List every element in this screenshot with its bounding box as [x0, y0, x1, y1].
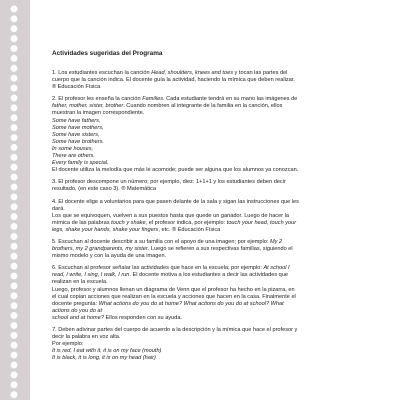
activity-list — [52, 70, 374, 362]
text-line — [52, 186, 374, 193]
italic-text: Some have brothers. — [52, 138, 104, 145]
text-segment: . El docente motiva a los estudiantes a decir las actividades que — [129, 272, 289, 279]
italic-text: Head, shoulders, knees and toes — [151, 70, 233, 76]
text-line — [52, 355, 374, 362]
activity-3 — [52, 179, 374, 193]
text-line — [52, 77, 374, 84]
text-segment: 5. Escuchan al docente describir a su familia con el apoyo de una imagen; por ejemplo: — [52, 238, 270, 245]
text-line — [52, 118, 374, 125]
text-segment: 3. El profesor descompone un número; por ejemplo, diez: 1+1+1 y los estudiantes deben decir — [52, 179, 286, 186]
text-line — [52, 227, 374, 234]
italic-text: actions do you do at — [52, 307, 103, 314]
italic-text: legs, shake your hands, shake your fingers — [52, 226, 159, 233]
italic-text: read, I write, I sing, I walk, I run — [52, 272, 130, 279]
italic-text: At school I — [263, 265, 290, 272]
text-segment: . Cada estudiante tendrá en su mano las imágenes de — [163, 96, 298, 103]
text-line — [52, 84, 374, 91]
text-line — [52, 110, 374, 117]
page-title: Actividades sugeridas del Programa — [52, 50, 163, 57]
text-line — [52, 253, 374, 260]
italic-text: Every family is special. — [52, 160, 109, 167]
document-page — [52, 50, 374, 367]
text-line — [52, 308, 374, 315]
text-segment: mismo modelo y con la ayuda de una imagen. — [52, 253, 167, 260]
text-line — [52, 246, 374, 253]
text-line — [52, 341, 374, 348]
text-line — [52, 160, 374, 167]
activity-4 — [52, 199, 374, 234]
text-line — [52, 167, 374, 174]
text-line — [52, 153, 374, 160]
text-line — [52, 220, 374, 227]
activity-2 — [52, 96, 374, 174]
activity-7 — [52, 327, 374, 362]
italic-text: touch your head, touch your — [226, 219, 297, 226]
text-line — [52, 199, 374, 206]
text-line — [52, 206, 374, 213]
text-line — [52, 70, 374, 77]
text-segment: el cual copian acciones que realizan en la escuela y acciones que hacen en la casa. Finalmente el — [52, 293, 296, 300]
text-segment: Luego, profesor y alumnos llenan un diagrama de Venn que el profesor ha hecho en la pizarra, en — [52, 286, 295, 293]
text-line — [52, 301, 374, 308]
italic-text: My 2 — [269, 238, 283, 245]
text-line — [52, 103, 374, 110]
italic-text: Some have sisters, — [52, 131, 100, 138]
text-line — [52, 239, 374, 246]
text-line — [52, 334, 374, 341]
text-line — [52, 279, 374, 286]
text-line — [52, 315, 374, 322]
text-line — [52, 132, 374, 139]
text-segment: 2. El profesor les enseña la canción — [52, 96, 143, 103]
text-segment: mímica de las palabras — [52, 219, 112, 226]
spiral-binding — [0, 0, 30, 400]
text-line — [52, 146, 374, 153]
text-segment: , etc. ® Educación Física — [158, 226, 221, 233]
text-segment: 6. Escuchan al profesor señalar las actividades que hace en la escuela; por ejemplo: — [52, 265, 264, 272]
text-segment: 7. Deben adivinar partes del cuerpo de acuerdo a la descripción y la mímica que hace el profesor y — [52, 327, 298, 333]
text-segment: . Cuando nombren al integrante de la familia en la canción, ellos — [123, 103, 283, 110]
binding-holes — [6, 4, 22, 400]
italic-text: It is red, I eat with it, it is on my face (mouth) — [52, 348, 162, 355]
text-segment: muestran la imagen correspondiente. — [52, 110, 145, 117]
italic-text: touch y shake — [111, 219, 146, 226]
italic-text: It is black, it is long, it is on my head (hair) — [52, 355, 156, 362]
text-segment: Ellos responden con su ayuda. — [103, 314, 182, 321]
italic-text: Families — [142, 96, 164, 103]
italic-text: school and at home? — [52, 314, 104, 321]
italic-text: In some houses, — [52, 145, 94, 152]
text-segment: docente pregunta: — [52, 300, 99, 307]
activity-1 — [52, 70, 374, 91]
text-segment: 1. Los estudiantes escuchan la canción — [52, 70, 152, 76]
text-segment: 4. El docente elige a voluntarios para que pasen delante de la sala y sigan las instrucciones que les — [52, 198, 299, 205]
italic-text: brothers, my 2 grandparents, my sister — [52, 246, 148, 253]
italic-text: father, mother, sister, brother — [52, 103, 124, 110]
italic-text: What actions do you do at home? What actions do you do at school? What — [98, 300, 284, 307]
activity-5 — [52, 239, 374, 260]
text-segment: Los que se equivoquen, vuelven a sus puestos hasta que quede un ganador. Luego de hacer la — [52, 212, 289, 219]
text-line — [52, 213, 374, 220]
text-segment: decir la palabra en voz alta. — [52, 334, 121, 341]
italic-text: Some have fathers, — [52, 117, 101, 124]
text-line — [52, 294, 374, 301]
text-line — [52, 327, 374, 334]
text-segment: Por ejemplo: — [52, 341, 84, 348]
text-segment: , el profesor indica, por ejemplo: — [145, 219, 227, 226]
text-segment: realizan en la escuela. — [52, 279, 108, 286]
text-line — [52, 348, 374, 355]
italic-text: There are others. — [52, 153, 95, 160]
text-line — [52, 96, 374, 103]
text-segment: resultado, (en este caso 3). ® Matemática — [52, 186, 156, 193]
text-segment: dará. — [52, 205, 65, 212]
text-line — [52, 287, 374, 294]
text-segment: y tocan las partes del — [233, 70, 288, 76]
text-segment: . Luego se refieren a sus respectivas familias, siguiendo el — [147, 246, 293, 253]
text-line — [52, 139, 374, 146]
text-line — [52, 265, 374, 272]
italic-text: Some have mothers, — [52, 124, 104, 131]
text-line — [52, 125, 374, 132]
text-line — [52, 272, 374, 279]
activity-6 — [52, 265, 374, 322]
text-segment: El docente utiliza la melodía que más le acomode; puede ser alguna que los alumnos ya conozcan. — [52, 167, 299, 174]
text-segment: cuerpo que la canción indica. El docente guía la actividad, haciendo la mímica que deben realizar. — [52, 77, 295, 84]
text-segment: ® Educación Física — [52, 84, 101, 91]
